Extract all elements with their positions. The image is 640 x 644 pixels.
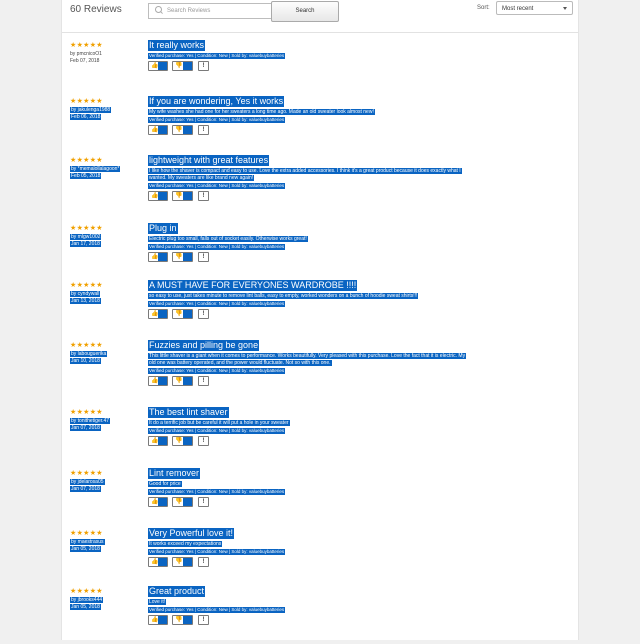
flag-icon: ! xyxy=(202,617,205,623)
review-item xyxy=(62,530,578,586)
reviews-panel xyxy=(61,0,579,640)
flag-icon: ! xyxy=(202,559,205,565)
review-purchase-info: Verified purchase: Yes | Condition: New | Sold by: valuebuybatteries xyxy=(149,549,285,554)
not-helpful-count-badge xyxy=(183,126,192,134)
review-date: Jan 13, 2018 xyxy=(71,298,100,304)
not-helpful-button[interactable] xyxy=(172,436,193,446)
not-helpful-count-badge xyxy=(183,498,192,506)
flag-icon: ! xyxy=(202,193,205,199)
thumbs-up-icon: 👍 xyxy=(151,311,159,317)
report-button[interactable] xyxy=(198,309,209,319)
review-body-line: Electric plug too small, falls out of socket easily. Otherwise works great! xyxy=(149,236,307,242)
review-date: Jan 17, 2018 xyxy=(71,241,100,247)
review-date: Jan 05, 2018 xyxy=(71,604,100,610)
thumbs-down-icon: 👎 xyxy=(175,127,183,133)
review-title: If you are wondering, Yes it works xyxy=(149,96,284,106)
thumbs-up-icon: 👍 xyxy=(151,378,159,384)
review-title: The best lint shaver xyxy=(149,407,228,417)
thumbs-down-icon: 👎 xyxy=(175,499,183,505)
helpful-button[interactable] xyxy=(148,61,168,71)
thumbs-down-icon: 👎 xyxy=(175,254,183,260)
review-body xyxy=(148,541,563,548)
thumbs-up-icon: 👍 xyxy=(151,254,159,260)
star-rating: ★★★★★ xyxy=(70,42,103,49)
review-author[interactable]: by tonithetiger.47 xyxy=(71,418,110,424)
review-body xyxy=(148,109,563,116)
helpful-button[interactable] xyxy=(148,557,168,567)
thumbs-down-icon: 👎 xyxy=(175,559,183,565)
not-helpful-count-badge xyxy=(183,437,192,445)
sort-select[interactable] xyxy=(496,1,573,15)
flag-icon: ! xyxy=(202,499,205,505)
helpful-count-badge xyxy=(158,437,167,445)
not-helpful-button[interactable] xyxy=(172,615,193,625)
review-item xyxy=(62,588,578,644)
star-rating: ★★★★★ xyxy=(70,157,103,164)
review-body-line: old one was battery operated, and the power would fluctuate. Not so with this one. xyxy=(149,360,331,366)
report-button[interactable] xyxy=(198,61,209,71)
review-author[interactable]: by *memalollalagoon* xyxy=(71,166,120,172)
star-rating: ★★★★★ xyxy=(70,409,103,416)
thumbs-up-icon: 👍 xyxy=(151,559,159,565)
review-body-line: I like how the shaver is compact and easy to use. Love the extra added accessories. I think it's a great product because it does exactly what I xyxy=(149,168,461,174)
thumbs-down-icon: 👎 xyxy=(175,193,183,199)
review-body-line: My wife washes she had one for her sweaters a long time ago. Made an old sweater look almost new! xyxy=(149,109,374,115)
helpful-button[interactable] xyxy=(148,436,168,446)
thumbs-down-icon: 👎 xyxy=(175,438,183,444)
review-date: Jan 07, 2018 xyxy=(71,486,100,492)
review-body-line: wanted. My sweaters are like brand new again! xyxy=(149,175,254,181)
review-body xyxy=(148,420,563,427)
review-body xyxy=(148,599,563,606)
review-body-line: It do a terrific job but be careful it will put a hole in your sweater xyxy=(149,420,289,426)
thumbs-up-icon: 👍 xyxy=(151,127,159,133)
thumbs-down-icon: 👎 xyxy=(175,63,183,69)
review-item xyxy=(62,409,578,465)
review-title: Fuzzies and pilling be gone xyxy=(149,340,259,350)
review-author[interactable]: by labouguerika xyxy=(71,351,107,357)
star-rating: ★★★★★ xyxy=(70,588,103,595)
review-body xyxy=(148,353,563,367)
review-date: Jan 07, 2018 xyxy=(71,425,100,431)
helpful-button[interactable] xyxy=(148,376,168,386)
sort-selected-value: Most recent xyxy=(502,6,534,12)
not-helpful-count-badge xyxy=(183,62,192,70)
not-helpful-button[interactable] xyxy=(172,309,193,319)
report-button[interactable] xyxy=(198,615,209,625)
review-item xyxy=(62,225,578,281)
review-title: A MUST HAVE FOR EVERYONES WARDROBE !!!! xyxy=(149,280,357,290)
report-button[interactable] xyxy=(198,557,209,567)
helpful-button[interactable] xyxy=(148,497,168,507)
review-purchase-info: Verified purchase: Yes | Condition: New | Sold by: valuebuybatteries xyxy=(149,368,285,373)
report-button[interactable] xyxy=(198,497,209,507)
flag-icon: ! xyxy=(202,63,205,69)
helpful-count-badge xyxy=(158,310,167,318)
review-purchase-info: Verified purchase: Yes | Condition: New | Sold by: valuebuybatteries xyxy=(149,301,285,306)
review-body xyxy=(148,168,563,182)
not-helpful-button[interactable] xyxy=(172,191,193,201)
flag-icon: ! xyxy=(202,311,205,317)
review-author[interactable]: by pmcnicoO1 xyxy=(70,51,102,57)
review-item xyxy=(62,42,578,98)
review-date: Feb 06, 2018 xyxy=(71,114,101,120)
helpful-count-badge xyxy=(158,377,167,385)
review-author[interactable]: by mlgw1002 xyxy=(71,234,101,240)
review-body-line: so easy to use, just takes minute to remove lint balls, easy to empty, worked wonders on a bunch of hoodie sweat shirts!!! xyxy=(149,293,418,299)
review-author[interactable]: by jdelarosa05 xyxy=(71,479,104,485)
review-item xyxy=(62,282,578,338)
not-helpful-button[interactable] xyxy=(172,252,193,262)
report-button[interactable] xyxy=(198,436,209,446)
search-icon xyxy=(155,6,162,13)
review-author[interactable]: by cyndywall xyxy=(71,291,100,297)
review-date: Jan 05, 2018 xyxy=(71,546,100,552)
star-rating: ★★★★★ xyxy=(70,98,103,105)
report-button[interactable] xyxy=(198,252,209,262)
sort-label: Sort: xyxy=(477,5,490,11)
helpful-count-badge xyxy=(158,498,167,506)
thumbs-up-icon: 👍 xyxy=(151,63,159,69)
not-helpful-button[interactable] xyxy=(172,557,193,567)
review-body xyxy=(148,236,563,243)
review-purchase-info: Verified purchase: Yes | Condition: New | Sold by: valuebuybatteries xyxy=(149,607,285,612)
review-purchase-info: Verified purchase: Yes | Condition: New | Sold by: valuebuybatteries xyxy=(149,117,285,122)
helpful-count-badge xyxy=(158,558,167,566)
report-button[interactable] xyxy=(198,376,209,386)
not-helpful-button[interactable] xyxy=(172,497,193,507)
helpful-count-badge xyxy=(158,253,167,261)
thumbs-down-icon: 👎 xyxy=(175,617,183,623)
search-input[interactable]: Search Reviews xyxy=(148,3,280,19)
helpful-button[interactable] xyxy=(148,252,168,262)
thumbs-up-icon: 👍 xyxy=(151,499,159,505)
review-date: Feb 05, 2018 xyxy=(71,173,101,179)
not-helpful-count-badge xyxy=(183,616,192,624)
review-title: It really works xyxy=(149,40,205,50)
helpful-count-badge xyxy=(158,62,167,70)
flag-icon: ! xyxy=(202,254,205,260)
review-title: Lint remover xyxy=(149,468,200,478)
helpful-count-badge xyxy=(158,616,167,624)
review-item xyxy=(62,157,578,213)
thumbs-down-icon: 👎 xyxy=(175,378,183,384)
report-button[interactable] xyxy=(198,191,209,201)
review-body-line: Good for price xyxy=(149,481,181,487)
review-purchase-info: Verified purchase: Yes | Condition: New | Sold by: valuebuybatteries xyxy=(149,428,285,433)
star-rating: ★★★★★ xyxy=(70,225,103,232)
not-helpful-count-badge xyxy=(183,377,192,385)
thumbs-up-icon: 👍 xyxy=(151,438,159,444)
review-body-line: It works exceed my expectations xyxy=(149,541,222,547)
review-purchase-info: Verified purchase: Yes | Condition: New | Sold by: valuebuybatteries xyxy=(149,489,285,494)
not-helpful-count-badge xyxy=(183,310,192,318)
review-body xyxy=(148,481,563,488)
review-body xyxy=(148,293,563,300)
star-rating: ★★★★★ xyxy=(70,470,103,477)
star-rating: ★★★★★ xyxy=(70,342,103,349)
review-date: Jan 10, 2018 xyxy=(71,358,100,364)
review-item xyxy=(62,470,578,526)
flag-icon: ! xyxy=(202,378,205,384)
review-item xyxy=(62,342,578,398)
chevron-down-icon xyxy=(563,7,567,10)
review-author[interactable]: by jakulenga1988 xyxy=(71,107,111,113)
review-title: Very Powerful love it! xyxy=(149,528,234,538)
flag-icon: ! xyxy=(202,127,205,133)
helpful-count-badge xyxy=(158,192,167,200)
thumbs-down-icon: 👎 xyxy=(175,311,183,317)
review-title: Plug in xyxy=(149,223,177,233)
review-date: Feb 07, 2018 xyxy=(70,58,100,64)
review-item xyxy=(62,98,578,154)
reviews-toolbar xyxy=(62,0,578,33)
review-purchase-info: Verified purchase: Yes | Condition: New | Sold by: valuebuybatteries xyxy=(149,183,285,188)
helpful-button[interactable] xyxy=(148,125,168,135)
not-helpful-button[interactable] xyxy=(172,125,193,135)
review-purchase-info: Verified purchase: Yes | Condition: New | Sold by: valuebuybatteries xyxy=(149,244,285,249)
helpful-button[interactable] xyxy=(148,615,168,625)
flag-icon: ! xyxy=(202,438,205,444)
thumbs-up-icon: 👍 xyxy=(151,617,159,623)
not-helpful-count-badge xyxy=(183,253,192,261)
thumbs-up-icon: 👍 xyxy=(151,193,159,199)
helpful-count-badge xyxy=(158,126,167,134)
search-button[interactable]: Search xyxy=(271,1,339,22)
review-purchase-info: Verified purchase: Yes | Condition: New | Sold by: valuebuybatteries xyxy=(149,53,285,58)
report-button[interactable] xyxy=(198,125,209,135)
not-helpful-count-badge xyxy=(183,192,192,200)
not-helpful-count-badge xyxy=(183,558,192,566)
review-title: lightweight with great features xyxy=(149,155,269,165)
review-author[interactable]: by jbrooks444 xyxy=(71,597,103,603)
review-body-line: This little shaver is a giant when it comes to performance. Works beautifully. Very pleased with this purchase. Love the fact that it is electric. My xyxy=(149,353,466,359)
review-author[interactable]: by maestrasus xyxy=(71,539,104,545)
star-rating: ★★★★★ xyxy=(70,530,103,537)
helpful-button[interactable] xyxy=(148,191,168,201)
review-body-line: Love it! xyxy=(149,599,166,605)
review-title: Great product xyxy=(149,586,205,596)
helpful-button[interactable] xyxy=(148,309,168,319)
star-rating: ★★★★★ xyxy=(70,282,103,289)
not-helpful-button[interactable] xyxy=(172,376,193,386)
not-helpful-button[interactable] xyxy=(172,61,193,71)
review-count: 60 Reviews xyxy=(70,4,122,15)
